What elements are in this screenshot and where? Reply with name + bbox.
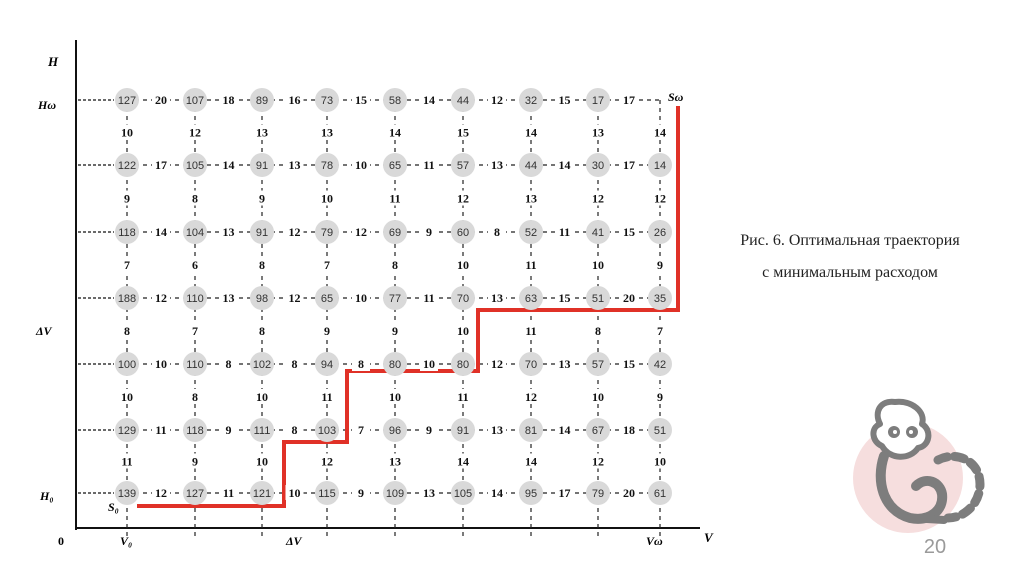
node — [648, 418, 672, 442]
node — [183, 418, 207, 442]
node-value: 61 — [653, 488, 667, 500]
node-value: 14 — [653, 160, 667, 172]
node — [315, 220, 339, 244]
node — [519, 352, 543, 376]
node-value: 94 — [320, 359, 334, 371]
v-zero-label: V₀ — [120, 534, 133, 548]
node-value: 121 — [252, 488, 272, 500]
vertical-cost: 8 — [192, 191, 198, 206]
origin-label: 0 — [58, 534, 64, 548]
node-value: 32 — [524, 95, 538, 107]
node — [315, 286, 339, 310]
horizontal-cost: 12 — [491, 357, 503, 371]
node-value: 77 — [388, 293, 402, 305]
node — [383, 352, 407, 376]
vertical-cost: 10 — [321, 191, 333, 206]
node — [451, 286, 475, 310]
horizontal-cost: 16 — [288, 93, 301, 107]
node — [115, 352, 139, 376]
node — [183, 88, 207, 112]
horizontal-cost: 20 — [623, 486, 635, 500]
node — [315, 88, 339, 112]
node-value: 70 — [524, 359, 538, 371]
vertical-cost: 7 — [124, 258, 130, 272]
node — [451, 153, 475, 177]
vertical-cost: 10 — [121, 125, 133, 140]
node-value: 127 — [117, 95, 137, 107]
node — [383, 153, 407, 177]
node-value: 91 — [456, 425, 470, 437]
node-value: 107 — [185, 95, 205, 107]
horizontal-cost: 11 — [423, 291, 435, 305]
vertical-cost: 9 — [259, 191, 265, 206]
node — [183, 481, 207, 505]
node-value: 30 — [591, 160, 605, 172]
vertical-cost: 10 — [592, 258, 604, 272]
node-value: 96 — [388, 425, 402, 437]
node — [183, 153, 207, 177]
node — [250, 418, 274, 442]
horizontal-cost: 14 — [558, 423, 571, 437]
vertical-cost: 14 — [525, 125, 537, 140]
node-value: 118 — [186, 425, 204, 437]
vertical-cost: 14 — [525, 454, 537, 469]
horizontal-cost: 17 — [623, 158, 635, 172]
node — [115, 220, 139, 244]
horizontal-cost: 14 — [491, 486, 503, 500]
horizontal-cost: 9 — [358, 486, 364, 500]
vertical-cost: 10 — [457, 258, 469, 272]
node — [315, 481, 339, 505]
node-value: 98 — [255, 293, 269, 305]
node-value: 127 — [185, 488, 205, 500]
node-value: 73 — [320, 95, 334, 107]
node-value: 95 — [524, 488, 538, 500]
vertical-cost: 7 — [324, 258, 330, 272]
horizontal-cost: 17 — [623, 93, 635, 107]
horizontal-cost: 15 — [623, 357, 635, 371]
horizontal-cost: 15 — [558, 93, 571, 107]
node — [383, 418, 407, 442]
horizontal-cost: 11 — [423, 158, 435, 172]
node — [648, 481, 672, 505]
node-value: 89 — [255, 95, 269, 107]
node — [250, 286, 274, 310]
vertical-cost: 9 — [124, 191, 130, 206]
node-value: 81 — [524, 425, 538, 437]
node — [250, 220, 274, 244]
node — [451, 481, 475, 505]
node — [648, 286, 672, 310]
horizontal-cost: 8 — [494, 225, 500, 239]
node-value: 79 — [320, 227, 334, 239]
vertical-cost: 14 — [654, 125, 666, 140]
h-zero-label: H₀ — [40, 489, 54, 503]
horizontal-cost: 10 — [288, 486, 301, 500]
node — [250, 88, 274, 112]
horizontal-cost: 12 — [355, 225, 367, 239]
vertical-cost: 12 — [525, 390, 537, 404]
node-value: 110 — [186, 293, 204, 305]
node-value: 67 — [591, 425, 605, 437]
node-value: 35 — [653, 293, 667, 305]
vertical-cost: 11 — [121, 454, 133, 469]
vertical-cost: 7 — [192, 324, 198, 338]
horizontal-cost: 13 — [222, 225, 235, 239]
horizontal-cost: 10 — [155, 357, 167, 371]
horizontal-cost: 15 — [623, 225, 635, 239]
vertical-cost: 9 — [324, 324, 330, 338]
node-value: 60 — [456, 227, 470, 239]
vertical-cost: 10 — [592, 390, 604, 404]
node — [383, 286, 407, 310]
vertical-cost: 10 — [457, 324, 469, 338]
node-value: 91 — [255, 160, 269, 172]
x-axis-label: V — [704, 530, 713, 545]
node-value: 80 — [456, 359, 470, 371]
horizontal-cost: 11 — [222, 486, 235, 500]
node — [115, 153, 139, 177]
horizontal-cost: 10 — [423, 357, 435, 371]
node-value: 122 — [117, 160, 137, 172]
node-value: 41 — [591, 227, 605, 239]
node-value: 188 — [117, 293, 137, 305]
lemur-logo-icon — [840, 390, 1000, 540]
horizontal-cost: 9 — [225, 423, 232, 437]
start-node-label: S₀ — [108, 500, 119, 514]
horizontal-cost: 8 — [358, 357, 364, 371]
node-value: 70 — [456, 293, 470, 305]
figure-caption-line2: с минимальным расходом — [762, 264, 938, 281]
node-value: 111 — [253, 425, 271, 437]
node — [451, 352, 475, 376]
vertical-cost: 14 — [457, 454, 469, 469]
horizontal-cost: 8 — [291, 357, 298, 371]
horizontal-cost: 14 — [558, 158, 571, 172]
node — [383, 481, 407, 505]
node — [519, 286, 543, 310]
vertical-cost: 9 — [392, 324, 398, 338]
vertical-cost: 11 — [525, 258, 537, 272]
node — [315, 352, 339, 376]
node — [250, 153, 274, 177]
vertical-cost: 9 — [657, 390, 663, 404]
vertical-cost: 13 — [592, 125, 604, 140]
node-value: 26 — [653, 227, 667, 239]
vertical-cost: 10 — [256, 454, 268, 469]
node-value: 91 — [255, 227, 269, 239]
vertical-cost: 9 — [657, 258, 663, 272]
node-value: 110 — [186, 359, 204, 371]
horizontal-cost: 20 — [155, 93, 167, 107]
node — [315, 153, 339, 177]
node-value: 78 — [320, 160, 334, 172]
node-value: 115 — [318, 488, 336, 500]
node — [586, 88, 610, 112]
node — [519, 220, 543, 244]
horizontal-cost: 8 — [291, 423, 298, 437]
node — [519, 153, 543, 177]
node — [586, 481, 610, 505]
node-value: 44 — [524, 160, 538, 172]
horizontal-cost: 18 — [222, 93, 235, 107]
node-value: 79 — [591, 488, 605, 500]
node-value: 80 — [388, 359, 402, 371]
vertical-cost: 14 — [389, 125, 401, 140]
node-value: 103 — [317, 425, 337, 437]
figure-caption-line1: Рис. 6. Оптимальная траектория — [740, 232, 960, 249]
horizontal-cost: 12 — [288, 291, 301, 305]
horizontal-cost: 7 — [358, 423, 364, 437]
node — [451, 418, 475, 442]
vertical-cost: 8 — [124, 324, 130, 338]
horizontal-cost: 14 — [222, 158, 235, 172]
vertical-cost: 12 — [457, 191, 469, 206]
node-value: 42 — [653, 359, 667, 371]
horizontal-cost: 15 — [558, 291, 571, 305]
horizontal-cost: 15 — [355, 93, 367, 107]
node — [648, 220, 672, 244]
horizontal-cost: 14 — [423, 93, 435, 107]
vertical-cost: 13 — [389, 454, 401, 469]
node — [183, 352, 207, 376]
vertical-cost: 12 — [321, 454, 333, 469]
delta-v-y-label: ΔV — [36, 324, 52, 338]
vertical-cost: 10 — [121, 390, 133, 404]
node — [250, 352, 274, 376]
node-value: 129 — [117, 425, 137, 437]
horizontal-cost: 13 — [423, 486, 435, 500]
horizontal-cost: 13 — [288, 158, 301, 172]
vertical-cost: 13 — [256, 125, 268, 140]
node-value: 65 — [320, 293, 334, 305]
node — [648, 352, 672, 376]
vertical-cost: 13 — [525, 191, 537, 206]
horizontal-cost: 13 — [491, 291, 503, 305]
vertical-cost: 10 — [654, 454, 666, 469]
node-value: 100 — [117, 359, 137, 371]
delta-v-x-label: ΔV — [286, 534, 302, 548]
node-value: 105 — [453, 488, 473, 500]
vertical-cost: 11 — [457, 390, 469, 404]
horizontal-cost: 17 — [155, 158, 167, 172]
node — [250, 481, 274, 505]
end-node-label: Sω — [668, 90, 684, 104]
node-value: 104 — [185, 227, 205, 239]
node-value: 58 — [388, 95, 402, 107]
node-value: 69 — [388, 227, 402, 239]
node — [115, 88, 139, 112]
horizontal-cost: 8 — [225, 357, 232, 371]
node-value: 118 — [118, 227, 136, 239]
horizontal-cost: 20 — [623, 291, 635, 305]
node — [115, 418, 139, 442]
horizontal-cost: 13 — [491, 423, 503, 437]
vertical-cost: 12 — [592, 191, 604, 206]
node-value: 44 — [456, 95, 470, 107]
node-value: 105 — [185, 160, 205, 172]
horizontal-cost: 17 — [558, 486, 571, 500]
page-number: 20 — [923, 536, 947, 558]
node-value: 63 — [524, 293, 538, 305]
horizontal-cost: 11 — [155, 423, 167, 437]
v-omega-label: Vω — [646, 534, 663, 548]
node-value: 109 — [385, 488, 405, 500]
horizontal-cost: 11 — [558, 225, 571, 239]
horizontal-cost: 12 — [491, 93, 503, 107]
h-omega-label: Hω — [38, 98, 57, 112]
node-value: 65 — [388, 160, 402, 172]
horizontal-cost: 12 — [155, 486, 167, 500]
node — [451, 220, 475, 244]
node — [586, 220, 610, 244]
node-value: 57 — [591, 359, 605, 371]
node-value: 57 — [456, 160, 470, 172]
horizontal-cost: 13 — [558, 357, 571, 371]
horizontal-cost: 18 — [623, 423, 635, 437]
horizontal-cost: 9 — [426, 225, 432, 239]
node — [451, 88, 475, 112]
vertical-cost: 7 — [657, 324, 663, 338]
node — [586, 352, 610, 376]
node — [519, 481, 543, 505]
vertical-cost: 8 — [259, 258, 265, 272]
horizontal-cost: 12 — [155, 291, 167, 305]
vertical-cost: 9 — [192, 454, 198, 469]
node — [519, 88, 543, 112]
node-value: 102 — [252, 359, 272, 371]
vertical-cost: 11 — [389, 191, 401, 206]
vertical-cost: 12 — [592, 454, 604, 469]
vertical-cost: 12 — [654, 191, 666, 206]
horizontal-cost: 13 — [222, 291, 235, 305]
vertical-cost: 13 — [321, 125, 333, 140]
vertical-cost: 6 — [192, 258, 198, 272]
vertical-cost: 8 — [392, 258, 398, 272]
vertical-cost: 15 — [457, 125, 469, 140]
horizontal-cost: 9 — [426, 423, 432, 437]
vertical-cost: 8 — [259, 324, 265, 338]
node-value: 52 — [524, 227, 538, 239]
node-value: 51 — [591, 293, 605, 305]
node — [383, 88, 407, 112]
vertical-cost: 11 — [525, 324, 537, 338]
node — [383, 220, 407, 244]
node — [586, 286, 610, 310]
y-axis-label: H — [48, 54, 59, 69]
vertical-cost: 11 — [321, 390, 333, 404]
node — [183, 286, 207, 310]
node-value: 17 — [591, 95, 605, 107]
node — [519, 418, 543, 442]
horizontal-cost: 10 — [355, 291, 367, 305]
node — [183, 220, 207, 244]
vertical-cost: 10 — [256, 390, 268, 404]
horizontal-cost: 14 — [155, 225, 167, 239]
node-value: 51 — [653, 425, 667, 437]
node — [315, 418, 339, 442]
node — [586, 153, 610, 177]
node-value: 139 — [117, 488, 137, 500]
vertical-cost: 10 — [389, 390, 401, 404]
vertical-cost: 12 — [189, 125, 201, 140]
horizontal-cost: 13 — [491, 158, 503, 172]
vertical-cost: 8 — [595, 324, 601, 338]
horizontal-cost: 12 — [288, 225, 301, 239]
node — [586, 418, 610, 442]
node — [648, 153, 672, 177]
vertical-cost: 8 — [192, 390, 198, 404]
node — [115, 286, 139, 310]
horizontal-cost: 10 — [355, 158, 367, 172]
